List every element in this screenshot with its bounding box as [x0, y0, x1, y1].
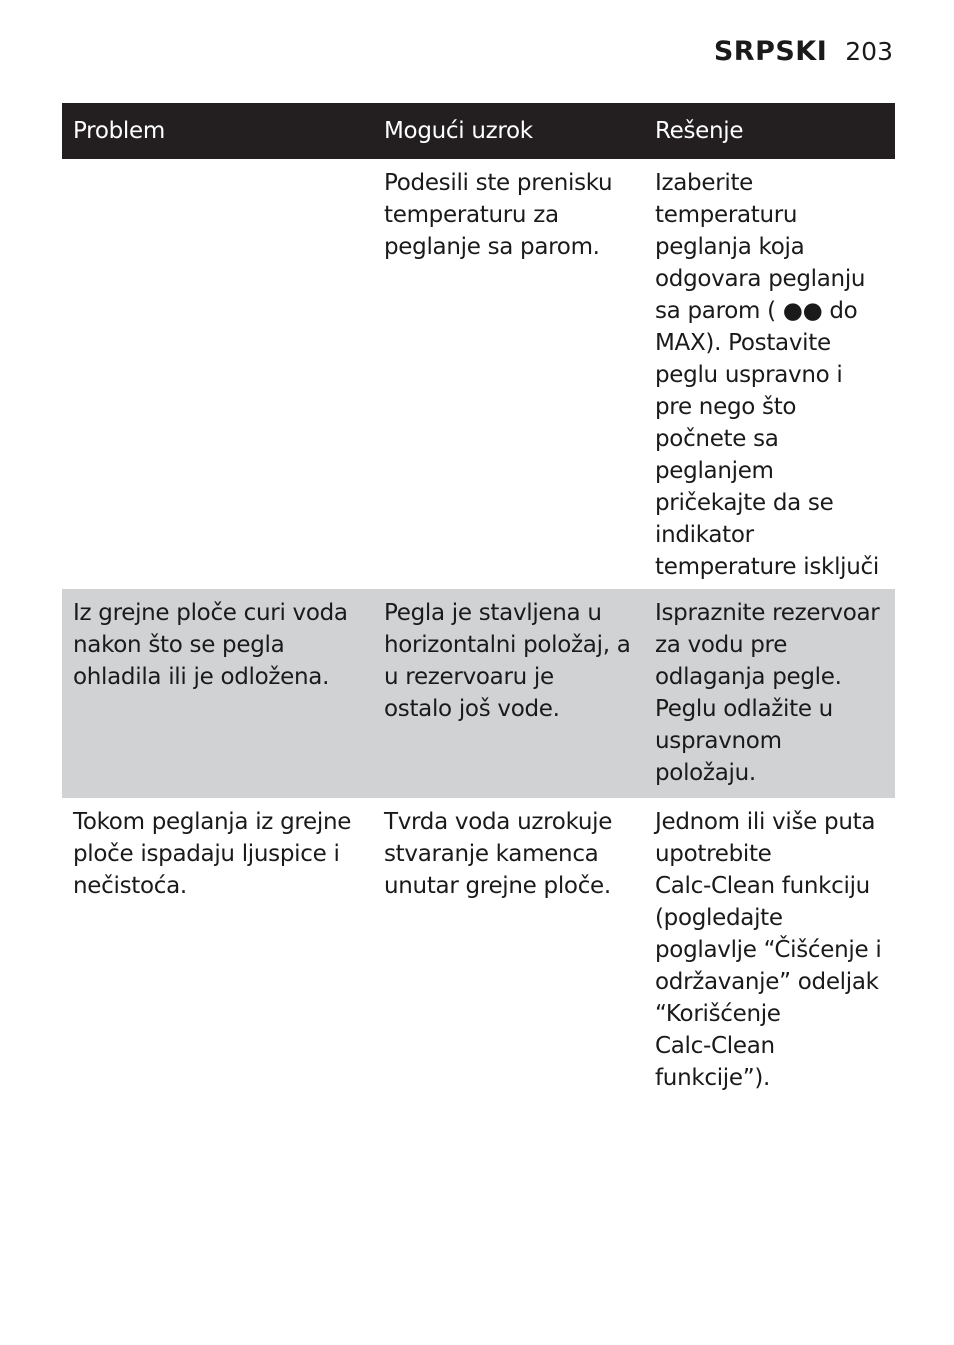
column-header-problem: Problem	[73, 118, 165, 144]
problem-cell: Tokom peglanja iz grejne ploče ispadaju ljuspice i nečistoća.	[73, 809, 352, 899]
problem-cell	[62, 159, 373, 589]
column-header-solution: Rešenje	[655, 118, 744, 144]
cause-cell: Tvrda voda uzrokuje stvaranje kamenca unutar grejne ploče.	[384, 809, 613, 899]
page-number: 203	[845, 37, 893, 66]
column-header-cause: Mogući uzrok	[384, 118, 533, 144]
table-row	[62, 798, 895, 1098]
solution-cell: Ispraznite rezervoar za vodu pre odlaganja pegle. Peglu odlažite u uspravnom položaju.	[655, 600, 880, 786]
cause-cell: Pegla je stavljena u horizontalni položaj, a u rezervoaru je ostalo još vode.	[384, 600, 631, 722]
solution-cell: Izaberite temperaturu peglanja koja odgovara peglanju sa parom ( ●● do MAX). Postavite peglu uspravno i pre nego što počnete sa peglanjem pričekajte da se indikator temperature isključi	[655, 170, 879, 580]
table-row	[62, 159, 895, 589]
solution-cell: Jednom ili više puta upotrebite Calc-Clean funkciju (pogledajte poglavlje “Čišćenje i održavanje” odeljak “Korišćenje Calc-Clean funkcije”).	[655, 809, 882, 1091]
troubleshooting-table	[62, 103, 895, 1098]
table-header-row	[62, 103, 895, 159]
page-header	[714, 36, 893, 67]
table-row	[62, 589, 895, 798]
problem-cell: Iz grejne ploče curi voda nakon što se pegla ohladila ili je odložena.	[73, 600, 348, 690]
section-title: SRPSKI	[713, 36, 828, 67]
cause-cell: Podesili ste prenisku temperaturu za peglanje sa parom.	[384, 170, 613, 260]
